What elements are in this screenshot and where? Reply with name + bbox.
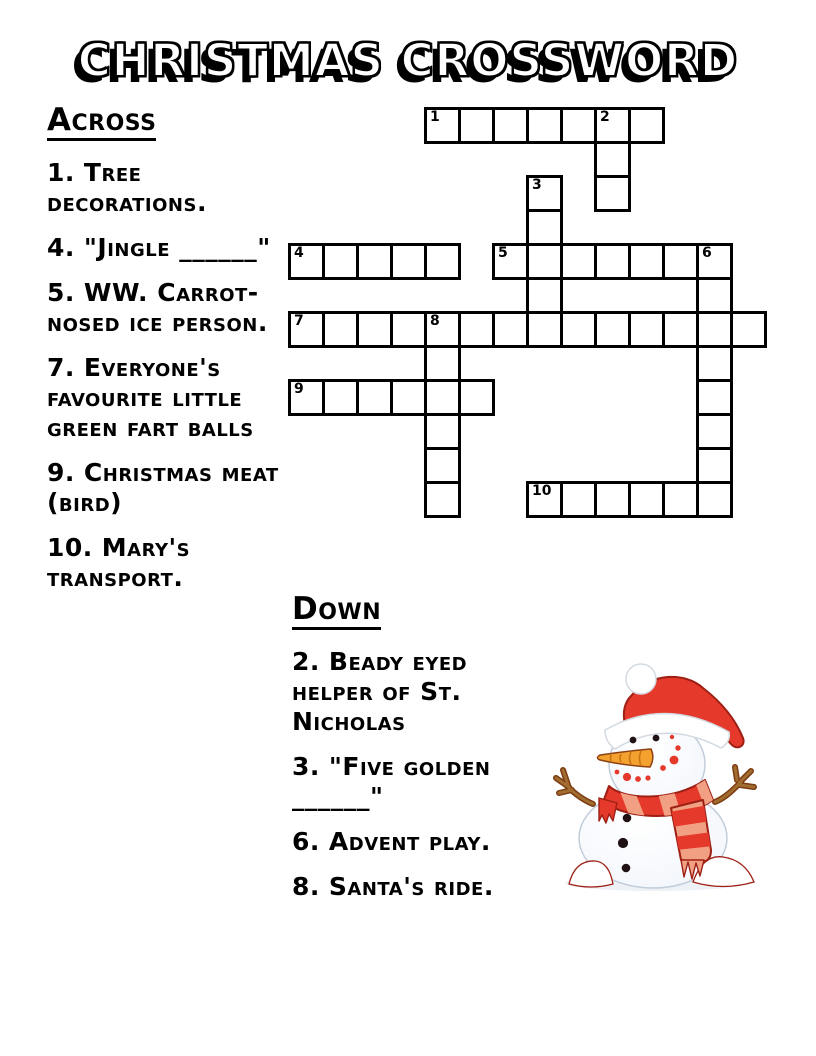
clue-text: Everyone's favourite little green fart balls — [47, 353, 254, 442]
grid-cell-r10-c12[interactable] — [696, 447, 733, 484]
clue-number: 5. — [47, 278, 75, 307]
clue-across-1 — [47, 158, 285, 218]
grid-cell-r8-c4[interactable] — [424, 379, 461, 416]
grid-cell-number: 4 — [294, 245, 304, 261]
grid-cell-r6-c4[interactable] — [424, 311, 461, 348]
grid-cell-r11-c4[interactable] — [424, 481, 461, 518]
grid-cell-r8-c3[interactable] — [390, 379, 427, 416]
clue-text: Mary's transport. — [47, 533, 191, 592]
clue-text: Santa's ride. — [328, 872, 494, 901]
grid-cell-r6-c0[interactable] — [288, 311, 325, 348]
clue-number: 10. — [47, 533, 93, 562]
grid-cell-r4-c7[interactable] — [526, 243, 563, 280]
grid-cell-r6-c10[interactable] — [628, 311, 665, 348]
grid-cell-number: 1 — [430, 109, 440, 125]
grid-cell-r6-c9[interactable] — [594, 311, 631, 348]
clue-text: "Jingle ______" — [83, 233, 271, 262]
clue-number: 1. — [47, 158, 75, 187]
grid-cell-r4-c8[interactable] — [560, 243, 597, 280]
grid-cell-r0-c5[interactable] — [458, 107, 495, 144]
grid-cell-r6-c6[interactable] — [492, 311, 529, 348]
snowman-illustration — [553, 650, 758, 895]
down-heading: Down — [292, 592, 381, 630]
clue-text: Tree decorations. — [47, 158, 207, 217]
carrot-nose — [598, 749, 653, 767]
grid-cell-r7-c4[interactable] — [424, 345, 461, 382]
clue-number: 7. — [47, 353, 75, 382]
grid-cell-r6-c8[interactable] — [560, 311, 597, 348]
grid-cell-r0-c7[interactable] — [526, 107, 563, 144]
grid-cell-r6-c13[interactable] — [730, 311, 767, 348]
grid-cell-r11-c12[interactable] — [696, 481, 733, 518]
grid-cell-r6-c7[interactable] — [526, 311, 563, 348]
grid-cell-r8-c5[interactable] — [458, 379, 495, 416]
clue-number: 2. — [292, 647, 320, 676]
grid-cell-number: 9 — [294, 381, 304, 397]
clue-text: Beady eyed helper of St. Nicholas — [292, 647, 468, 736]
grid-cell-r9-c12[interactable] — [696, 413, 733, 450]
grid-cell-r9-c4[interactable] — [424, 413, 461, 450]
grid-cell-r3-c7[interactable] — [526, 209, 563, 246]
grid-cell-r4-c0[interactable] — [288, 243, 325, 280]
grid-cell-r4-c9[interactable] — [594, 243, 631, 280]
grid-cell-r6-c12[interactable] — [696, 311, 733, 348]
grid-cell-r8-c12[interactable] — [696, 379, 733, 416]
grid-cell-r4-c4[interactable] — [424, 243, 461, 280]
clue-number: 4. — [47, 233, 75, 262]
grid-cell-r1-c9[interactable] — [594, 141, 631, 178]
eye-right — [653, 735, 660, 742]
grid-cell-r11-c8[interactable] — [560, 481, 597, 518]
clue-number: 8. — [292, 872, 320, 901]
grid-cell-r2-c7[interactable] — [526, 175, 563, 212]
clue-text: Christmas meat (bird) — [47, 458, 279, 517]
scarf-fringe — [681, 860, 704, 879]
grid-cell-r8-c2[interactable] — [356, 379, 393, 416]
twig-arm-left — [556, 770, 593, 804]
grid-cell-r4-c2[interactable] — [356, 243, 393, 280]
page-title: CHRISTMAS CROSSWORD — [77, 34, 739, 87]
grid-cell-r0-c6[interactable] — [492, 107, 529, 144]
grid-cell-r7-c12[interactable] — [696, 345, 733, 382]
clue-text: WW. Carrot-nosed ice person. — [47, 278, 268, 337]
clue-across-9 — [47, 458, 285, 518]
clue-number: 9. — [47, 458, 75, 487]
grid-cell-r11-c7[interactable] — [526, 481, 563, 518]
clue-across-4 — [47, 233, 285, 263]
grid-cell-r0-c9[interactable] — [594, 107, 631, 144]
grid-cell-number: 10 — [532, 483, 552, 499]
grid-cell-r0-c8[interactable] — [560, 107, 597, 144]
grid-cell-r6-c11[interactable] — [662, 311, 699, 348]
grid-cell-r4-c1[interactable] — [322, 243, 359, 280]
grid-cell-r11-c9[interactable] — [594, 481, 631, 518]
clue-down-3 — [292, 752, 548, 812]
grid-cell-r6-c1[interactable] — [322, 311, 359, 348]
grid-cell-number: 8 — [430, 313, 440, 329]
clue-across-5 — [47, 278, 285, 338]
grid-cell-r0-c10[interactable] — [628, 107, 665, 144]
grid-cell-r4-c6[interactable] — [492, 243, 529, 280]
across-section — [47, 103, 285, 593]
crossword-grid — [288, 107, 767, 518]
grid-cell-r0-c4[interactable] — [424, 107, 461, 144]
grid-cell-r4-c11[interactable] — [662, 243, 699, 280]
grid-cell-number: 7 — [294, 313, 304, 329]
grid-cell-r5-c12[interactable] — [696, 277, 733, 314]
twig-arm-right — [715, 767, 754, 802]
grid-cell-r4-c10[interactable] — [628, 243, 665, 280]
grid-cell-r6-c5[interactable] — [458, 311, 495, 348]
clue-number: 6. — [292, 827, 320, 856]
grid-cell-r2-c9[interactable] — [594, 175, 631, 212]
santa-hat-pom — [626, 664, 656, 694]
grid-cell-r11-c11[interactable] — [662, 481, 699, 518]
grid-cell-r4-c12[interactable] — [696, 243, 733, 280]
grid-cell-r6-c2[interactable] — [356, 311, 393, 348]
clue-number: 3. — [292, 752, 320, 781]
grid-cell-r10-c4[interactable] — [424, 447, 461, 484]
grid-cell-r8-c1[interactable] — [322, 379, 359, 416]
grid-cell-r6-c3[interactable] — [390, 311, 427, 348]
grid-cell-number: 2 — [600, 109, 610, 125]
grid-cell-number: 5 — [498, 245, 508, 261]
grid-cell-number: 6 — [702, 245, 712, 261]
grid-cell-number: 3 — [532, 177, 542, 193]
grid-cell-r11-c10[interactable] — [628, 481, 665, 518]
clue-down-2 — [292, 647, 548, 737]
clue-down-6 — [292, 827, 548, 857]
clue-text: Advent play. — [328, 827, 491, 856]
clue-text: "Five golden ______" — [292, 752, 491, 811]
across-heading: Across — [47, 103, 156, 141]
clue-down-8 — [292, 872, 548, 902]
grid-cell-r4-c3[interactable] — [390, 243, 427, 280]
grid-cell-r8-c0[interactable] — [288, 379, 325, 416]
eye-left — [630, 737, 637, 744]
clue-across-7 — [47, 353, 285, 443]
down-section — [292, 592, 548, 902]
clue-across-10 — [47, 533, 285, 593]
grid-cell-r5-c7[interactable] — [526, 277, 563, 314]
